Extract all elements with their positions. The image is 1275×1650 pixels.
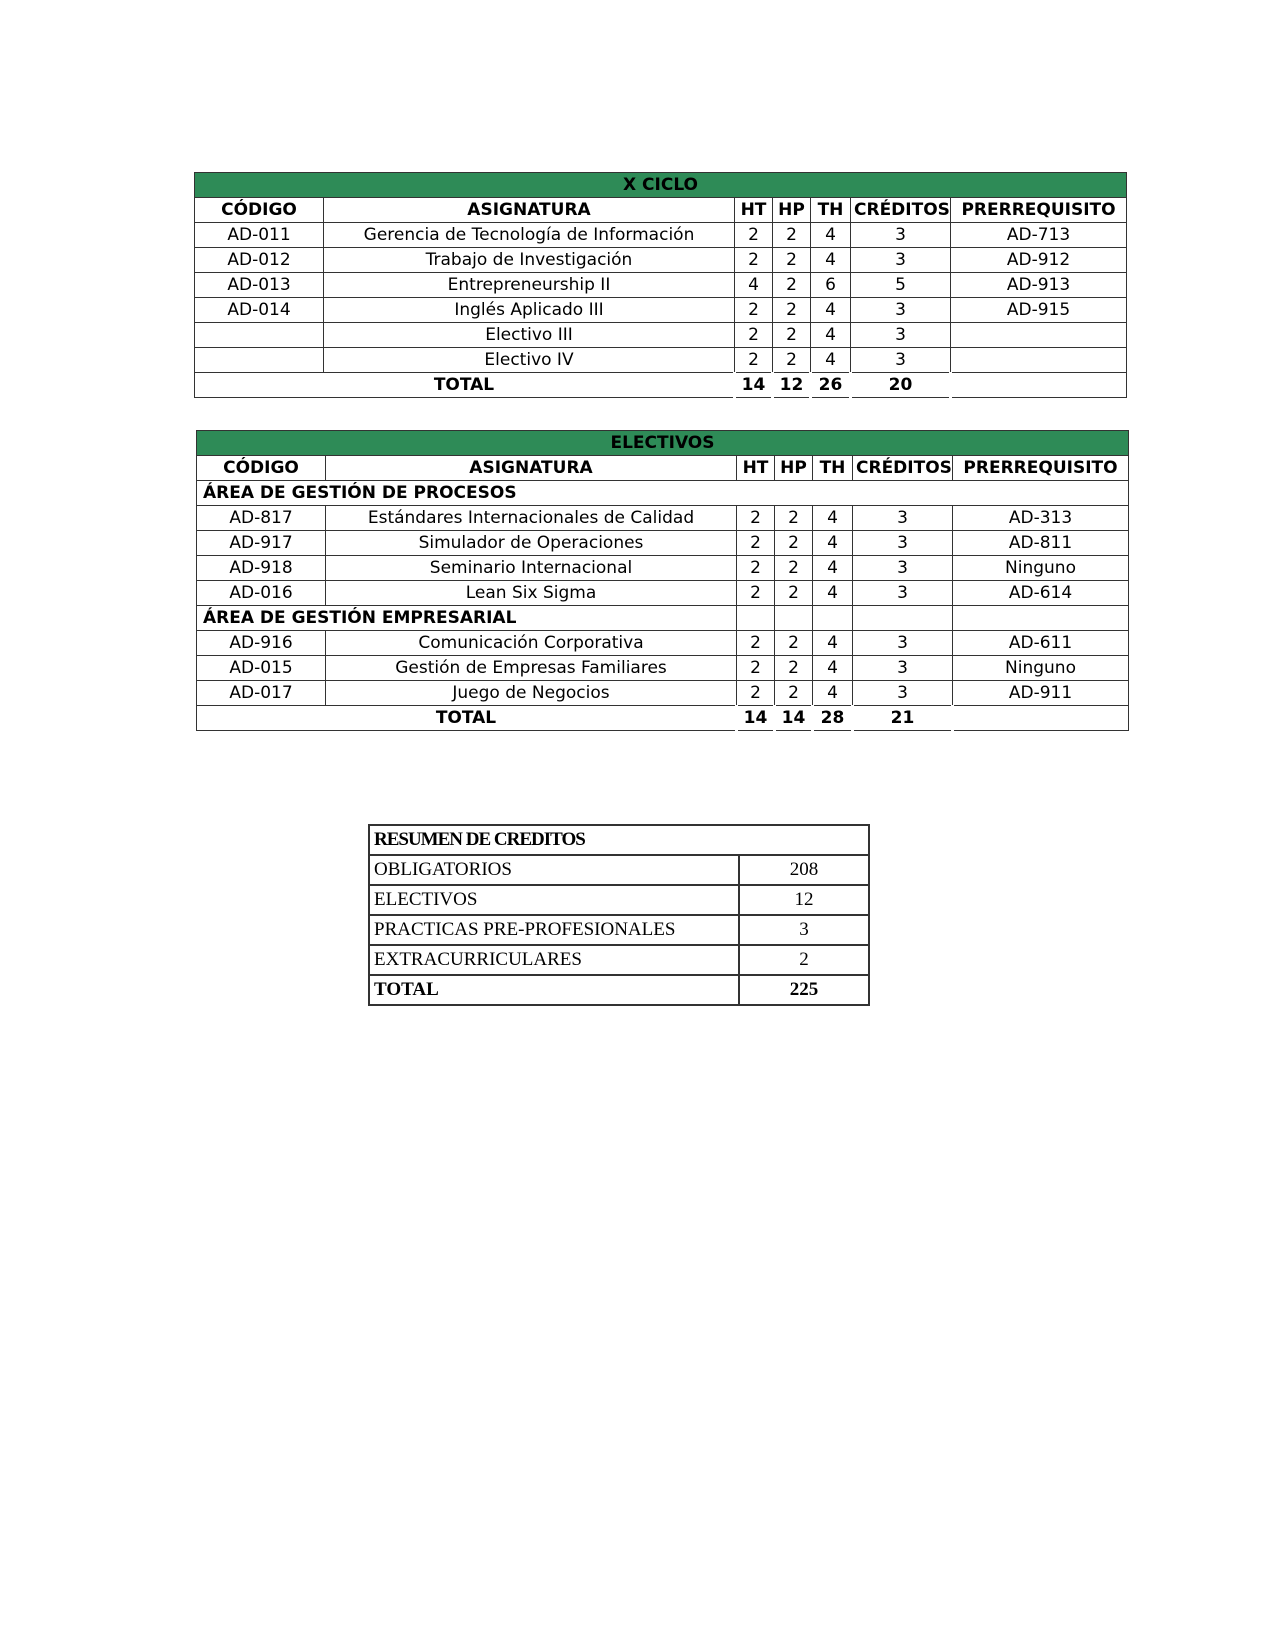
cell-prerrequisito: AD-611 (953, 631, 1129, 656)
cell-creditos: 3 (853, 531, 953, 556)
cell-hp: 2 (775, 581, 813, 606)
cell-creditos: 3 (853, 631, 953, 656)
ciclo-header-row (195, 198, 1127, 223)
resumen-title-row (369, 825, 869, 855)
cell-prerrequisito: Ninguno (953, 656, 1129, 681)
cell-codigo: AD-918 (197, 556, 326, 581)
cell-asignatura: Trabajo de Investigación (324, 248, 735, 273)
table-row (197, 656, 1129, 681)
cell-asignatura: Estándares Internacionales de Calidad (326, 506, 737, 531)
area-row (197, 481, 1129, 506)
total-row (197, 706, 1129, 731)
resumen-value: 3 (739, 915, 869, 945)
cell-codigo: AD-013 (195, 273, 324, 298)
empty-cell (775, 606, 813, 631)
cell-ht: 2 (737, 656, 775, 681)
table-row (195, 348, 1127, 373)
cell-th: 4 (813, 681, 853, 706)
cell-prerrequisito: AD-713 (951, 223, 1127, 248)
cell-ht: 2 (735, 323, 773, 348)
cell-prerrequisito: AD-911 (953, 681, 1129, 706)
cell-prerrequisito: AD-811 (953, 531, 1129, 556)
cell-creditos: 3 (853, 681, 953, 706)
col-header-codigo: CÓDIGO (197, 456, 326, 481)
cell-th: 4 (811, 323, 851, 348)
cell-codigo: AD-011 (195, 223, 324, 248)
cell-ht: 2 (735, 348, 773, 373)
cell-hp: 2 (775, 531, 813, 556)
cell-ht: 2 (735, 248, 773, 273)
resumen-row (369, 855, 869, 885)
cell-prerrequisito: AD-913 (951, 273, 1127, 298)
cell-hp: 2 (773, 298, 811, 323)
resumen-title: RESUMEN DE CREDITOS (369, 825, 869, 855)
table-row (195, 223, 1127, 248)
cell-asignatura: Lean Six Sigma (326, 581, 737, 606)
cell-creditos: 3 (851, 298, 951, 323)
cell-ht: 2 (737, 556, 775, 581)
empty-cell (853, 606, 953, 631)
cell-codigo: AD-817 (197, 506, 326, 531)
cell-asignatura: Electivo III (324, 323, 735, 348)
ciclo-title: X CICLO (195, 173, 1127, 198)
cell-creditos: 3 (851, 223, 951, 248)
cell-asignatura: Gerencia de Tecnología de Información (324, 223, 735, 248)
area-row (197, 606, 1129, 631)
cell-th: 4 (813, 631, 853, 656)
cell-ht: 4 (735, 273, 773, 298)
cell-th: 4 (813, 506, 853, 531)
total-label: TOTAL (197, 706, 737, 731)
cell-creditos: 3 (851, 323, 951, 348)
cell-asignatura: Entrepreneurship II (324, 273, 735, 298)
resumen-label: TOTAL (369, 975, 739, 1005)
cell-th: 6 (811, 273, 851, 298)
col-header-creditos: CRÉDITOS (853, 456, 953, 481)
col-header-prerrequisito: PRERREQUISITO (953, 456, 1129, 481)
electivos-body (197, 431, 1129, 731)
cell-prerrequisito: AD-912 (951, 248, 1127, 273)
cell-asignatura: Gestión de Empresas Familiares (326, 656, 737, 681)
total-empty-cell (951, 373, 1127, 398)
cell-codigo (195, 323, 324, 348)
col-header-prerrequisito: PRERREQUISITO (951, 198, 1127, 223)
resumen-row (369, 945, 869, 975)
resumen-value: 12 (739, 885, 869, 915)
total-row (195, 373, 1127, 398)
col-header-th: TH (813, 456, 853, 481)
cell-asignatura: Comunicación Corporativa (326, 631, 737, 656)
cell-creditos: 5 (851, 273, 951, 298)
col-header-ht: HT (737, 456, 775, 481)
cell-hp: 2 (773, 223, 811, 248)
resumen-label: ELECTIVOS (369, 885, 739, 915)
resumen-creditos-table (368, 824, 870, 1006)
cell-codigo: AD-917 (197, 531, 326, 556)
cell-th: 4 (813, 581, 853, 606)
cell-prerrequisito: AD-614 (953, 581, 1129, 606)
cell-creditos: 3 (853, 556, 953, 581)
cell-th: 4 (813, 556, 853, 581)
cell-ht: 2 (735, 223, 773, 248)
electivos-title-band (197, 431, 1129, 456)
table-row (197, 681, 1129, 706)
electivos-title: ELECTIVOS (197, 431, 1129, 456)
electivos-header-row (197, 456, 1129, 481)
total-empty-cell (953, 706, 1129, 731)
col-header-creditos: CRÉDITOS (851, 198, 951, 223)
cell-codigo: AD-016 (197, 581, 326, 606)
cell-prerrequisito (951, 323, 1127, 348)
total-creditos: 21 (853, 706, 953, 731)
cell-creditos: 3 (851, 248, 951, 273)
total-ht: 14 (737, 706, 775, 731)
cell-th: 4 (811, 298, 851, 323)
cell-creditos: 3 (853, 506, 953, 531)
col-header-asignatura: ASIGNATURA (324, 198, 735, 223)
table-row (195, 323, 1127, 348)
cell-prerrequisito: Ninguno (953, 556, 1129, 581)
cell-th: 4 (813, 656, 853, 681)
cell-creditos: 3 (853, 581, 953, 606)
table-row (197, 581, 1129, 606)
resumen-value: 2 (739, 945, 869, 975)
cell-asignatura: Seminario Internacional (326, 556, 737, 581)
empty-cell (737, 606, 775, 631)
cell-ht: 2 (737, 581, 775, 606)
resumen-body (369, 825, 869, 1005)
resumen-label: EXTRACURRICULARES (369, 945, 739, 975)
cell-prerrequisito (951, 348, 1127, 373)
cell-th: 4 (811, 248, 851, 273)
cell-hp: 2 (773, 248, 811, 273)
cell-codigo: AD-012 (195, 248, 324, 273)
table-row (195, 248, 1127, 273)
cell-prerrequisito: AD-313 (953, 506, 1129, 531)
total-th: 26 (811, 373, 851, 398)
cell-creditos: 3 (851, 348, 951, 373)
cell-hp: 2 (775, 656, 813, 681)
empty-cell (813, 606, 853, 631)
cell-ht: 2 (735, 298, 773, 323)
resumen-row (369, 885, 869, 915)
cell-hp: 2 (773, 348, 811, 373)
col-header-th: TH (811, 198, 851, 223)
total-ht: 14 (735, 373, 773, 398)
resumen-row (369, 915, 869, 945)
table-row (195, 273, 1127, 298)
col-header-hp: HP (773, 198, 811, 223)
total-creditos: 20 (851, 373, 951, 398)
cell-creditos: 3 (853, 656, 953, 681)
cell-codigo: AD-015 (197, 656, 326, 681)
ciclo-title-band (195, 173, 1127, 198)
total-hp: 14 (775, 706, 813, 731)
cell-hp: 2 (775, 556, 813, 581)
cell-codigo: AD-017 (197, 681, 326, 706)
col-header-asignatura: ASIGNATURA (326, 456, 737, 481)
cell-hp: 2 (775, 681, 813, 706)
empty-cell (953, 606, 1129, 631)
cell-ht: 2 (737, 506, 775, 531)
resumen-value: 208 (739, 855, 869, 885)
cell-asignatura: Inglés Aplicado III (324, 298, 735, 323)
cell-asignatura: Electivo IV (324, 348, 735, 373)
col-header-hp: HP (775, 456, 813, 481)
cell-codigo: AD-014 (195, 298, 324, 323)
resumen-label: PRACTICAS PRE-PROFESIONALES (369, 915, 739, 945)
cell-codigo: AD-916 (197, 631, 326, 656)
col-header-ht: HT (735, 198, 773, 223)
table-row (197, 631, 1129, 656)
cell-th: 4 (811, 348, 851, 373)
cell-ht: 2 (737, 631, 775, 656)
cell-ht: 2 (737, 681, 775, 706)
cell-asignatura: Simulador de Operaciones (326, 531, 737, 556)
total-th: 28 (813, 706, 853, 731)
cell-hp: 2 (775, 631, 813, 656)
cell-hp: 2 (773, 323, 811, 348)
cell-ht: 2 (737, 531, 775, 556)
ciclo-x-table (194, 172, 1127, 398)
total-label: TOTAL (195, 373, 735, 398)
ciclo-x-body (195, 173, 1127, 398)
resumen-label: OBLIGATORIOS (369, 855, 739, 885)
resumen-total-row (369, 975, 869, 1005)
cell-th: 4 (813, 531, 853, 556)
cell-codigo (195, 348, 324, 373)
table-row (197, 556, 1129, 581)
area-label: ÁREA DE GESTIÓN EMPRESARIAL (197, 606, 737, 631)
area-label: ÁREA DE GESTIÓN DE PROCESOS (197, 481, 1129, 506)
table-row (197, 531, 1129, 556)
col-header-codigo: CÓDIGO (195, 198, 324, 223)
table-row (195, 298, 1127, 323)
cell-th: 4 (811, 223, 851, 248)
resumen-value: 225 (739, 975, 869, 1005)
total-hp: 12 (773, 373, 811, 398)
cell-prerrequisito: AD-915 (951, 298, 1127, 323)
electivos-table (196, 430, 1129, 731)
cell-hp: 2 (773, 273, 811, 298)
table-row (197, 506, 1129, 531)
cell-hp: 2 (775, 506, 813, 531)
cell-asignatura: Juego de Negocios (326, 681, 737, 706)
